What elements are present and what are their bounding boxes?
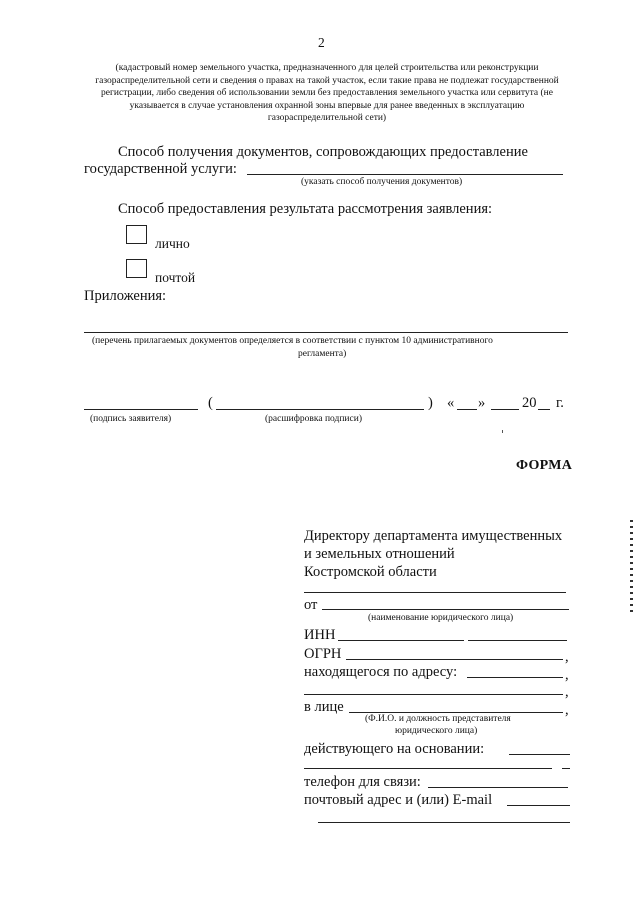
decoding-close-paren: ) bbox=[428, 395, 433, 411]
in-person-checkbox[interactable] bbox=[126, 225, 147, 244]
org-name-field[interactable] bbox=[322, 609, 569, 610]
addressee-extra-field[interactable] bbox=[304, 592, 566, 593]
address-field-2[interactable] bbox=[304, 694, 563, 695]
rep-comma: , bbox=[565, 702, 569, 718]
addressee-line3: Костромской области bbox=[304, 564, 437, 580]
signature-decoding-field[interactable] bbox=[216, 409, 424, 410]
date-day-field[interactable] bbox=[457, 409, 477, 410]
inn-field-2[interactable] bbox=[468, 640, 567, 641]
org-name-hint: (наименование юридического лица) bbox=[368, 613, 514, 623]
date-close-quote: » bbox=[478, 395, 486, 411]
address-field-1[interactable] bbox=[467, 677, 563, 678]
by-mail-label: почтой bbox=[155, 270, 196, 285]
basis-label: действующего на основании: bbox=[304, 741, 485, 757]
decoding-open-paren: ( bbox=[208, 395, 213, 411]
cadastral-note: (кадастровый номер земельного участка, предназначенного для целей строительства или реконструкции газораспределительной сети и сведения о правах на такой участок, если такие права не подлежат государственной регистрации, либо сведения об использовании земли без предоставления земельного участка или сервитута (не указывается в случае установления охранной зоны впервые для ранее введенных в эксплуатацию газораспределительной сети) bbox=[95, 63, 559, 123]
inn-label: ИНН bbox=[304, 627, 336, 643]
address-comma-2: , bbox=[565, 684, 569, 700]
date-year-suffix: г. bbox=[556, 395, 564, 411]
date-year-prefix: 20 bbox=[522, 395, 537, 411]
rep-label: в лице bbox=[304, 699, 344, 715]
addressee-line2: и земельных отношений bbox=[304, 546, 455, 562]
attachments-label: Приложения: bbox=[84, 288, 167, 304]
basis-field-2-tail bbox=[562, 768, 570, 769]
address-label: находящегося по адресу: bbox=[304, 664, 458, 680]
decoding-hint: (расшифровка подписи) bbox=[265, 414, 362, 424]
email-field-1[interactable] bbox=[507, 805, 570, 806]
scan-edge-marks bbox=[630, 520, 633, 615]
ogrn-comma: , bbox=[565, 649, 569, 665]
receipt-method-line1: Способ получения документов, сопровождающих предоставление bbox=[118, 144, 528, 160]
signature-hint: (подпись заявителя) bbox=[90, 414, 172, 424]
date-month-field[interactable] bbox=[491, 409, 519, 410]
attachments-hint-line1: (перечень прилагаемых документов определяется в соответствии с пунктом 10 административного bbox=[92, 336, 493, 346]
phone-label: телефон для связи: bbox=[304, 774, 421, 790]
phone-field[interactable] bbox=[428, 787, 568, 788]
by-mail-checkbox[interactable] bbox=[126, 259, 147, 278]
email-label: почтовый адрес и (или) E-mail bbox=[304, 792, 493, 808]
from-label: от bbox=[304, 597, 318, 613]
attachments-field[interactable] bbox=[84, 332, 568, 333]
address-comma-1: , bbox=[565, 667, 569, 683]
receipt-method-field[interactable] bbox=[247, 174, 563, 175]
ogrn-label: ОГРН bbox=[304, 646, 342, 662]
basis-field-2[interactable] bbox=[304, 768, 552, 769]
inn-field-1[interactable] bbox=[338, 640, 464, 641]
date-year-field[interactable] bbox=[538, 409, 550, 410]
email-field-2[interactable] bbox=[318, 822, 570, 823]
receipt-method-hint: (указать способ получения документов) bbox=[301, 177, 463, 187]
rep-hint-line1: (Ф.И.О. и должность представителя bbox=[365, 714, 511, 724]
date-open-quote: « bbox=[447, 395, 455, 411]
ogrn-field[interactable] bbox=[346, 659, 563, 660]
attachments-hint-line2: регламента) bbox=[298, 349, 347, 359]
form-label: ФОРМА bbox=[516, 458, 573, 473]
rep-hint-line2: юридического лица) bbox=[395, 726, 478, 736]
basis-field-1[interactable] bbox=[509, 754, 570, 755]
in-person-label: лично bbox=[155, 236, 190, 251]
signature-field[interactable] bbox=[84, 409, 198, 410]
page-number: 2 bbox=[318, 35, 325, 50]
result-method-label: Способ предоставления результата рассмотрения заявления: bbox=[118, 201, 493, 217]
receipt-method-line2: государственной услуги: bbox=[84, 161, 237, 177]
scan-speck bbox=[502, 430, 503, 433]
addressee-line1: Директору департамента имущественных bbox=[304, 528, 563, 544]
